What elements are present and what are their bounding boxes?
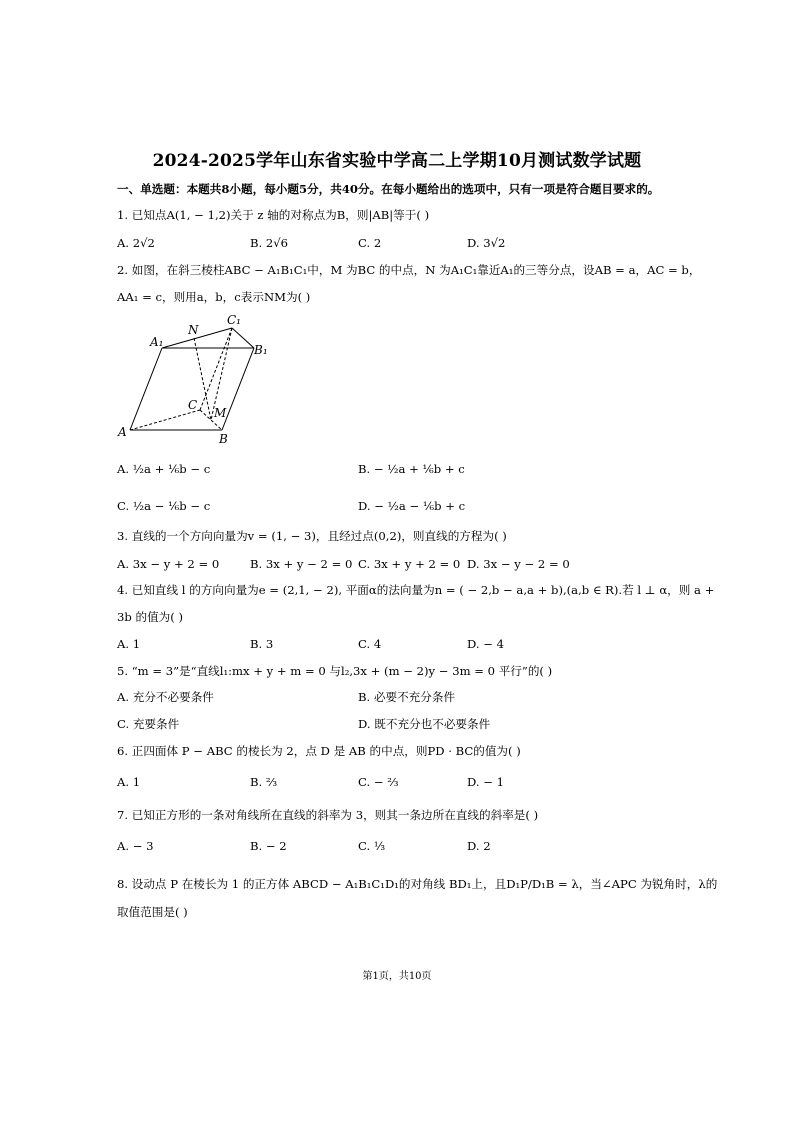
q1-option-b: B. 2√6 xyxy=(250,236,289,250)
q2-option-d: D. − ½a − ⅙b + c xyxy=(358,499,466,513)
q1-option-a: A. 2√2 xyxy=(117,236,155,250)
label-b: B xyxy=(219,432,228,446)
page-footer: 第1页，共10页 xyxy=(362,971,432,982)
question-8-stem-line2: 取值范围是( ) xyxy=(117,905,188,919)
edge-c1-b1 xyxy=(232,328,254,348)
q2-option-b: B. − ½a + ⅙b + c xyxy=(358,462,465,476)
question-2-stem-line1: 2. 如图，在斜三棱柱ABC − A₁B₁C₁中，M 为BC 的中点，N 为A₁C₁靠近A₁的三等分点，设AB = a，AC = b， xyxy=(117,263,701,277)
q3-option-d: D. 3x − y − 2 = 0 xyxy=(467,557,570,571)
prism-figure xyxy=(116,310,276,450)
q4-option-a: A. 1 xyxy=(117,637,141,651)
q6-option-c: C. − ⅔ xyxy=(358,775,399,789)
q6-option-d: D. − 1 xyxy=(467,775,505,789)
q1-option-d: D. 3√2 xyxy=(467,236,506,250)
q5-option-c: C. 充要条件 xyxy=(117,717,180,731)
label-m: M xyxy=(214,406,227,420)
q1-option-c: C. 2 xyxy=(358,236,382,250)
q2-option-c: C. ½a − ⅙b − c xyxy=(117,499,211,513)
q7-option-b: B. − 2 xyxy=(250,839,287,853)
question-4-stem-line2: 3b 的值为( ) xyxy=(117,610,183,624)
label-n: N xyxy=(188,323,199,337)
q2-option-a: A. ½a + ⅙b − c xyxy=(117,462,211,476)
question-5-stem: 5. “m = 3”是“直线l₁:mx + y + m = 0 与l₂,3x + (m − 2)y − 3m = 0 平行”的( ) xyxy=(117,664,553,678)
q4-option-d: D. − 4 xyxy=(467,637,505,651)
label-b1: B₁ xyxy=(254,343,268,357)
label-a: A xyxy=(118,425,127,439)
q3-option-b: B. 3x + y − 2 = 0 xyxy=(250,557,353,571)
q5-option-b: B. 必要不充分条件 xyxy=(358,690,456,704)
section-heading: 一、单选题：本题共8小题，每小题5分，共40分。在每小题给出的选项中，只有一项是符合题目要求的。 xyxy=(117,182,660,196)
q7-option-c: C. ⅓ xyxy=(358,839,386,853)
question-1-stem: 1. 已知点A(1, − 1,2)关于 z 轴的对称点为B，则|AB|等于( ) xyxy=(117,208,430,222)
edge-a-c xyxy=(130,410,200,430)
question-2-stem-line2: AA₁ = c，则用a，b，c表示NM为( ) xyxy=(117,290,311,304)
question-8-stem-line1: 8. 设动点 P 在棱长为 1 的正方体 ABCD − A₁B₁C₁D₁的对角线 BD₁上，且D₁P/D₁B = λ，当∠APC 为锐角时，λ的 xyxy=(117,877,718,891)
q7-option-a: A. − 3 xyxy=(117,839,154,853)
label-c: C xyxy=(188,398,198,412)
q5-option-a: A. 充分不必要条件 xyxy=(117,690,214,704)
q5-option-d: D. 既不充分也不必要条件 xyxy=(358,717,491,731)
page-title: 2024-2025学年山东省实验中学高二上学期10月测试数学试题 xyxy=(152,151,642,171)
question-7-stem: 7. 已知正方形的一条对角线所在直线的斜率为 3，则其一条边所在直线的斜率是( ) xyxy=(117,808,539,822)
edge-b1-b xyxy=(222,348,254,430)
q3-option-a: A. 3x − y + 2 = 0 xyxy=(117,557,220,571)
question-6-stem: 6. 正四面体 P − ABC 的棱长为 2，点 D 是 AB 的中点，则PD · BC的值为( ) xyxy=(117,744,521,758)
q7-option-d: D. 2 xyxy=(467,839,491,853)
q6-option-b: B. ⅔ xyxy=(250,775,278,789)
q4-option-b: B. 3 xyxy=(250,637,274,651)
edge-a1-a xyxy=(130,348,162,430)
q3-option-c: C. 3x + y + 2 = 0 xyxy=(358,557,461,571)
q4-option-c: C. 4 xyxy=(358,637,382,651)
label-a1: A₁ xyxy=(150,335,164,349)
q6-option-a: A. 1 xyxy=(117,775,141,789)
question-3-stem: 3. 直线的一个方向向量为v = (1, − 3)，且经过点(0,2)，则直线的方程为( ) xyxy=(117,529,507,543)
label-c1: C₁ xyxy=(227,313,241,327)
question-4-stem-line1: 4. 已知直线 l 的方向向量为e = (2,1, − 2), 平面α的法向量为n = ( − 2,b − a,a + b),(a,b ∈ R).若 l ⊥ α，则 a + xyxy=(117,583,715,597)
